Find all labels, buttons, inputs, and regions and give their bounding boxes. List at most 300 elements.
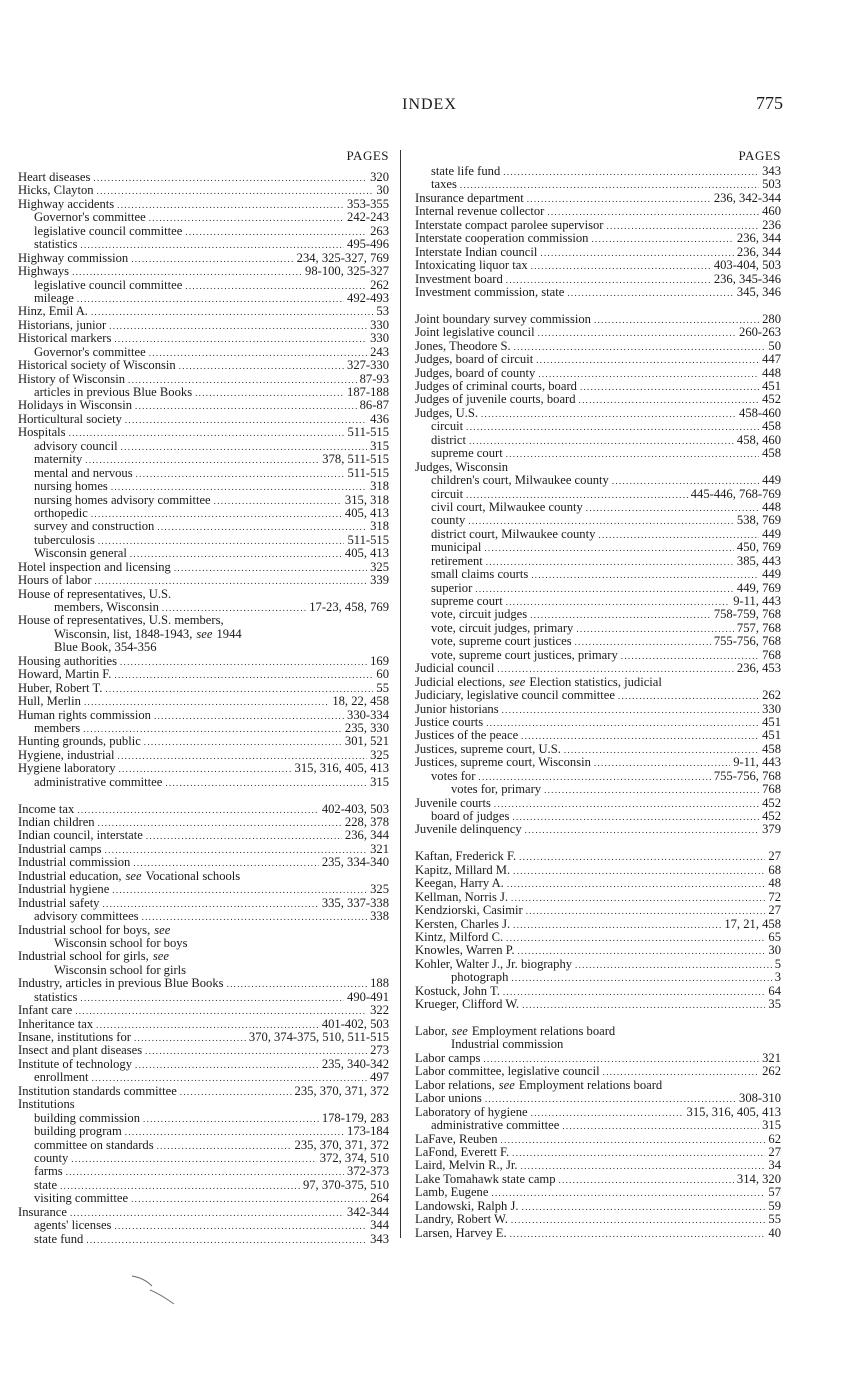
entry-term: Institute of technology [18, 1056, 133, 1071]
entry-term: enrollment [34, 1070, 89, 1085]
dot-leader [86, 1234, 367, 1247]
page-reference: 344 [370, 1218, 389, 1233]
index-entry [18, 695, 389, 708]
dot-leader [511, 972, 771, 985]
index-entry [415, 850, 781, 863]
entry-term: district court, Milwaukee county [431, 526, 596, 541]
index-entry [415, 1213, 781, 1226]
page-reference: 236, 342-344 [713, 190, 781, 205]
page-reference: 17, 21, 458 [724, 916, 781, 931]
entry-term: Industrial commission [451, 1037, 564, 1052]
entry-term: vote, supreme court justices [431, 634, 572, 649]
entry-term: advisory committees [34, 909, 139, 924]
index-entry [415, 259, 781, 272]
page-reference: 236, 345-346 [713, 271, 781, 286]
entry-term: Knowles, Warren P. [415, 943, 515, 958]
page-reference: 86-87 [359, 398, 389, 413]
entry-term: Junior historians [415, 701, 499, 716]
page-reference: 497 [370, 1070, 389, 1085]
page-reference: 5 [774, 956, 781, 971]
pen-mark-icon [130, 1272, 190, 1312]
entry-term: administrative committee [34, 774, 163, 789]
entry-term: Indian council, interstate [18, 828, 143, 843]
entry-term: Larsen, Harvey E. [415, 1225, 507, 1240]
dot-leader [136, 468, 345, 481]
entry-term: LaFave, Reuben [415, 1131, 498, 1146]
page-reference: 9-11, 443 [733, 594, 781, 608]
page-reference: 372-373 [347, 1164, 389, 1179]
page-reference: 262 [762, 688, 781, 703]
index-entry [415, 756, 781, 769]
index-entry [18, 924, 389, 937]
page-reference: 449 [762, 567, 781, 582]
dot-leader [114, 1220, 367, 1233]
dot-leader [513, 865, 765, 878]
index-entry [415, 958, 781, 971]
entry-term: Hours of labor [18, 573, 92, 588]
page-reference: 343 [762, 164, 781, 178]
page-reference: 330 [762, 701, 781, 716]
dot-leader [125, 414, 367, 427]
page-reference: 34 [768, 1158, 781, 1173]
index-subentry [415, 810, 781, 823]
page-reference: 370, 374-375, 510, 511-515 [248, 1030, 389, 1044]
index-entry [415, 1227, 781, 1240]
page-reference: 327-330 [347, 358, 389, 373]
page-reference: 62 [768, 1131, 781, 1146]
page-reference: 97, 370-375, 510 [302, 1177, 389, 1192]
entry-term: legislative council committee [34, 223, 183, 238]
entry-term: Judges, board of county [415, 365, 536, 380]
index-entry [18, 1206, 389, 1219]
entry-term: Governor's committee [34, 210, 146, 225]
index-entry [415, 823, 781, 836]
index-entry [415, 729, 781, 742]
entry-term: Insurance [18, 1204, 67, 1219]
page-reference: 234, 325-327, 769 [296, 250, 389, 265]
index-entry [415, 205, 781, 218]
entry-term: Kohler, Walter J., Jr. biography [415, 956, 573, 971]
index-subentry [415, 555, 781, 568]
index-entry [415, 461, 781, 474]
page-reference: 315 [370, 438, 389, 453]
entry-term: statistics [34, 237, 78, 252]
index-entry [415, 1146, 781, 1159]
index-entry [415, 931, 781, 944]
dot-leader [135, 1059, 319, 1072]
dot-leader [469, 435, 734, 448]
entry-term: Kapitz, Millard M. [415, 862, 511, 877]
index-entry [18, 1031, 389, 1044]
dot-leader [513, 919, 721, 932]
index-entry [415, 286, 781, 299]
see-reference: see [196, 626, 213, 641]
page-reference: 378, 511-515 [322, 452, 389, 467]
dot-leader [618, 690, 759, 703]
entry-term: Industrial camps [18, 841, 102, 856]
page-reference: 458 [762, 446, 781, 461]
page-reference: 27 [768, 1144, 781, 1159]
index-entry [18, 749, 389, 762]
dot-leader [522, 1201, 766, 1214]
dot-leader [564, 744, 759, 757]
index-subentry [18, 937, 389, 950]
page-reference: 490-491 [347, 989, 389, 1004]
page-reference: 330-334 [347, 707, 389, 722]
entry-term: Jones, Theodore S. [415, 338, 511, 353]
index-subentry [415, 541, 781, 554]
page-reference: 436 [370, 411, 389, 426]
dot-leader [579, 394, 760, 407]
entry-term: Judges of juvenile courts, board [415, 392, 576, 407]
dot-leader [70, 1207, 344, 1220]
index-entry [415, 1065, 781, 1078]
page-reference: 449 [762, 526, 781, 541]
dot-leader [157, 1140, 292, 1153]
index-subentry [415, 971, 781, 984]
dot-leader [586, 502, 759, 515]
entry-term: Justice courts [415, 714, 484, 729]
entry-term: Juvenile delinquency [415, 822, 522, 837]
index-entry [18, 870, 389, 883]
page-reference: 235, 334-340 [321, 855, 389, 870]
index-entry [415, 985, 781, 998]
entry-term: legislative council committee [34, 277, 183, 292]
index-subentry [18, 1233, 389, 1246]
entry-term: Inheritance tax [18, 1016, 94, 1031]
dot-leader [185, 280, 367, 293]
index-entry [415, 1025, 781, 1038]
page-reference: 188 [370, 976, 389, 991]
page-reference: 755-756, 768 [713, 634, 781, 649]
page-reference: 235, 370, 371, 372 [294, 1137, 389, 1152]
page-reference: 511-515 [347, 532, 389, 547]
page-reference: 169 [370, 653, 389, 668]
index-subentry [18, 1152, 389, 1165]
page-reference: 449, 769 [736, 580, 781, 595]
entry-term: Landry, Robert W. [415, 1212, 508, 1227]
dot-leader [144, 736, 342, 749]
entry-term: Historical society of Wisconsin [18, 358, 176, 373]
page-reference: 450, 769 [736, 540, 781, 555]
index-subentry [415, 514, 781, 527]
page-reference: 451 [762, 728, 781, 743]
index-subentry [415, 528, 781, 541]
index-entry [18, 399, 389, 412]
dot-leader [540, 247, 734, 260]
index-subentry [415, 420, 781, 433]
entry-term: Judges, board of circuit [415, 352, 534, 367]
page-reference: 35 [768, 997, 781, 1012]
index-entry [18, 426, 389, 439]
dot-leader [594, 314, 759, 327]
entry-term: state [34, 1177, 58, 1192]
page-reference: 59 [768, 1198, 781, 1213]
index-entry [415, 246, 781, 259]
index-subentry [18, 1139, 389, 1152]
page-reference: 755-756, 768 [713, 768, 781, 783]
page-reference: 511-515 [347, 425, 389, 440]
page-reference: 447 [762, 352, 781, 367]
dot-leader [525, 824, 759, 837]
index-entry [415, 313, 781, 326]
index-entry [18, 359, 389, 372]
page-reference: 318 [370, 479, 389, 494]
dot-leader [562, 1120, 759, 1133]
dot-leader [165, 777, 367, 790]
entry-term: Industrial hygiene [18, 882, 110, 897]
index-entry [18, 614, 389, 627]
entry-term: Interstate Indian council [415, 244, 538, 259]
entry-term: Heart diseases [18, 170, 91, 184]
entry-term: Internal revenue collector [415, 204, 545, 219]
entry-term: Lamb, Eugene [415, 1185, 489, 1200]
dot-leader [131, 253, 293, 266]
see-reference: see [154, 922, 171, 937]
index-subentry [415, 1119, 781, 1132]
index-entry [18, 655, 389, 668]
index-subentry [415, 178, 781, 191]
entry-term: Labor committee, legislative council [415, 1064, 600, 1079]
entry-term: Investment board [415, 271, 503, 286]
dot-leader [180, 1086, 292, 1099]
index-subentry [18, 453, 389, 466]
entry-term: Howard, Martin F. [18, 667, 112, 682]
entry-term: supreme court [431, 446, 503, 461]
index-entry [415, 797, 781, 810]
index-entry [18, 561, 389, 574]
entry-term: Hotel inspection and licensing [18, 559, 171, 574]
index-entry [18, 198, 389, 211]
dot-leader [594, 757, 730, 770]
dot-leader [475, 583, 734, 596]
see-reference: see [498, 1077, 515, 1092]
index-subentry [18, 1165, 389, 1178]
page-reference: 315 [762, 1118, 781, 1133]
index-entry [18, 668, 389, 681]
page-reference: 401-402, 503 [321, 1016, 389, 1031]
entry-term: vote, supreme court justices, primary [431, 647, 618, 662]
page-reference: 18, 22, 458 [332, 694, 389, 709]
page-reference: 451 [762, 714, 781, 729]
dot-leader [179, 360, 344, 373]
page-reference: 27 [768, 849, 781, 864]
page-reference: 458, 460 [736, 432, 781, 447]
entry-term: superior [431, 580, 473, 595]
entry-term: circuit [431, 419, 464, 434]
index-entry [18, 977, 389, 990]
index-subentry [415, 568, 781, 581]
page-reference: 405, 413 [344, 505, 389, 520]
dot-leader [109, 320, 367, 333]
index-entry [415, 219, 781, 232]
entry-term: Infant care [18, 1003, 73, 1018]
page-reference: 492-493 [347, 290, 389, 305]
page-reference: 280 [762, 311, 781, 326]
index-entry [415, 192, 781, 205]
entry-term: state fund [34, 1231, 84, 1246]
dot-leader [559, 1174, 734, 1187]
entry-term: building commission [34, 1110, 141, 1125]
page-reference: 511-515 [347, 465, 389, 480]
dot-leader [580, 381, 759, 394]
index-entry [18, 883, 389, 896]
entry-term: Joint boundary survey commission [415, 311, 591, 326]
dot-leader [484, 542, 734, 555]
entry-term: LaFond, Everett F. [415, 1144, 510, 1159]
dot-leader [114, 333, 367, 346]
page-reference: 318 [370, 519, 389, 534]
see-target: Employment relations board [471, 1024, 616, 1038]
page-reference: 452 [762, 809, 781, 823]
dot-leader [142, 911, 368, 924]
entry-term: retirement [431, 553, 483, 568]
entry-term: Wisconsin general [34, 546, 127, 561]
page-reference: 173-184 [347, 1124, 389, 1139]
entry-term: Interstate compact parolee supervisor [415, 217, 604, 232]
entry-term: statistics [34, 989, 78, 1004]
index-entry [18, 319, 389, 332]
dot-leader [117, 199, 344, 212]
index-entry [18, 305, 389, 318]
entry-term: agents' licenses [34, 1218, 112, 1233]
dot-leader [512, 811, 759, 824]
dot-leader [494, 798, 759, 811]
page-reference: 325 [370, 882, 389, 897]
page-reference: 330 [370, 317, 389, 332]
index-subentry [18, 279, 389, 292]
page-reference: 243 [370, 344, 389, 359]
index-entry [415, 1133, 781, 1146]
page-reference: 65 [768, 929, 781, 944]
entry-term: Hull, Merlin [18, 694, 81, 709]
page-reference: 64 [768, 983, 781, 998]
entry-term: Wisconsin, list, 1848-1943, [54, 626, 193, 641]
index-entry [415, 944, 781, 957]
dot-leader [154, 710, 344, 723]
dot-leader [134, 1032, 246, 1045]
page-reference: 321 [370, 841, 389, 856]
index-subentry [18, 1125, 389, 1138]
index-subentry [18, 1071, 389, 1084]
index-subentry [18, 628, 389, 641]
entry-term: Investment commission, state [415, 284, 565, 299]
dot-leader [466, 421, 759, 434]
dot-leader [591, 233, 733, 246]
entry-term: Industrial school for boys, [18, 922, 151, 937]
page-reference: 757, 768 [736, 620, 781, 635]
dot-leader [544, 784, 759, 797]
page-reference: 335, 337-338 [321, 895, 389, 910]
dot-leader [502, 704, 760, 717]
index-subentry [18, 467, 389, 480]
index-entry [18, 816, 389, 829]
entry-term: Income tax [18, 801, 75, 816]
page-reference: 273 [370, 1043, 389, 1058]
index-entry [18, 1058, 389, 1071]
page-reference: 55 [768, 1212, 781, 1227]
index-subentry [18, 964, 389, 977]
section-spacer [18, 789, 389, 802]
index-entry [415, 716, 781, 729]
index-entry [18, 762, 389, 775]
entry-term: maternity [34, 452, 83, 467]
index-entry [415, 1173, 781, 1186]
index-subentry [415, 447, 781, 460]
see-reference: see [509, 674, 526, 689]
page-reference: 27 [768, 903, 781, 918]
see-target: Election statistics, judicial [529, 674, 662, 689]
index-entry [415, 891, 781, 904]
index-subentry [415, 608, 781, 621]
index-entry [415, 662, 781, 675]
index-entry [18, 413, 389, 426]
index-entry [415, 1186, 781, 1199]
dot-leader [71, 1153, 316, 1166]
entry-term: Industrial school for girls, [18, 949, 149, 964]
index-entry [415, 1052, 781, 1065]
index-entry [18, 682, 389, 695]
see-reference: see [152, 949, 169, 964]
page-reference: 301, 521 [344, 734, 389, 749]
entry-term: Intoxicating liquor tax [415, 258, 528, 273]
index-subentry [18, 722, 389, 735]
entry-term: state life fund [431, 164, 501, 178]
see-reference: see [451, 1024, 468, 1038]
entry-term: Historians, junior [18, 317, 107, 332]
page-reference: 315, 316, 405, 413 [294, 761, 389, 776]
entry-term: Laird, Melvin R., Jr. [415, 1158, 518, 1173]
page-reference: 242-243 [347, 210, 389, 225]
page-reference: 262 [762, 1064, 781, 1079]
dot-leader [501, 1134, 766, 1147]
page-reference: 17-23, 458, 769 [309, 600, 389, 614]
dot-leader [77, 804, 319, 817]
page-reference: 452 [762, 795, 781, 810]
index-entry [415, 1200, 781, 1213]
dot-leader [97, 185, 374, 198]
page-reference: 385, 443 [736, 553, 781, 568]
page-reference: 325 [370, 559, 389, 574]
page-reference: 448 [762, 499, 781, 514]
dot-leader [511, 1214, 765, 1227]
dot-leader [185, 226, 367, 239]
entry-term: children's court, Milwaukee county [431, 473, 609, 488]
index-subentry [18, 1179, 389, 1192]
page-reference: 30 [376, 183, 389, 198]
index-subentry [18, 1112, 389, 1125]
dot-leader [131, 1193, 367, 1206]
column-divider [400, 150, 401, 1238]
dot-leader [214, 495, 342, 508]
entry-term: Insane, institutions for [18, 1030, 131, 1044]
entry-term: Judges, U.S. [415, 405, 478, 420]
see-reference: see [125, 868, 142, 883]
page-reference: 758-759, 768 [713, 607, 781, 622]
page-reference: 325 [370, 747, 389, 762]
index-subentry [18, 225, 389, 238]
index-subentry [415, 783, 781, 796]
entry-term: mileage [34, 290, 74, 305]
dot-leader [503, 986, 766, 999]
dot-leader [135, 400, 357, 413]
index-subentry [415, 1038, 781, 1051]
page-reference: 55 [376, 680, 389, 695]
entry-term: advisory council [34, 438, 118, 453]
page-reference: 30 [768, 943, 781, 958]
page-reference: 308-310 [739, 1091, 781, 1106]
entry-term: mental and nervous [34, 465, 133, 480]
